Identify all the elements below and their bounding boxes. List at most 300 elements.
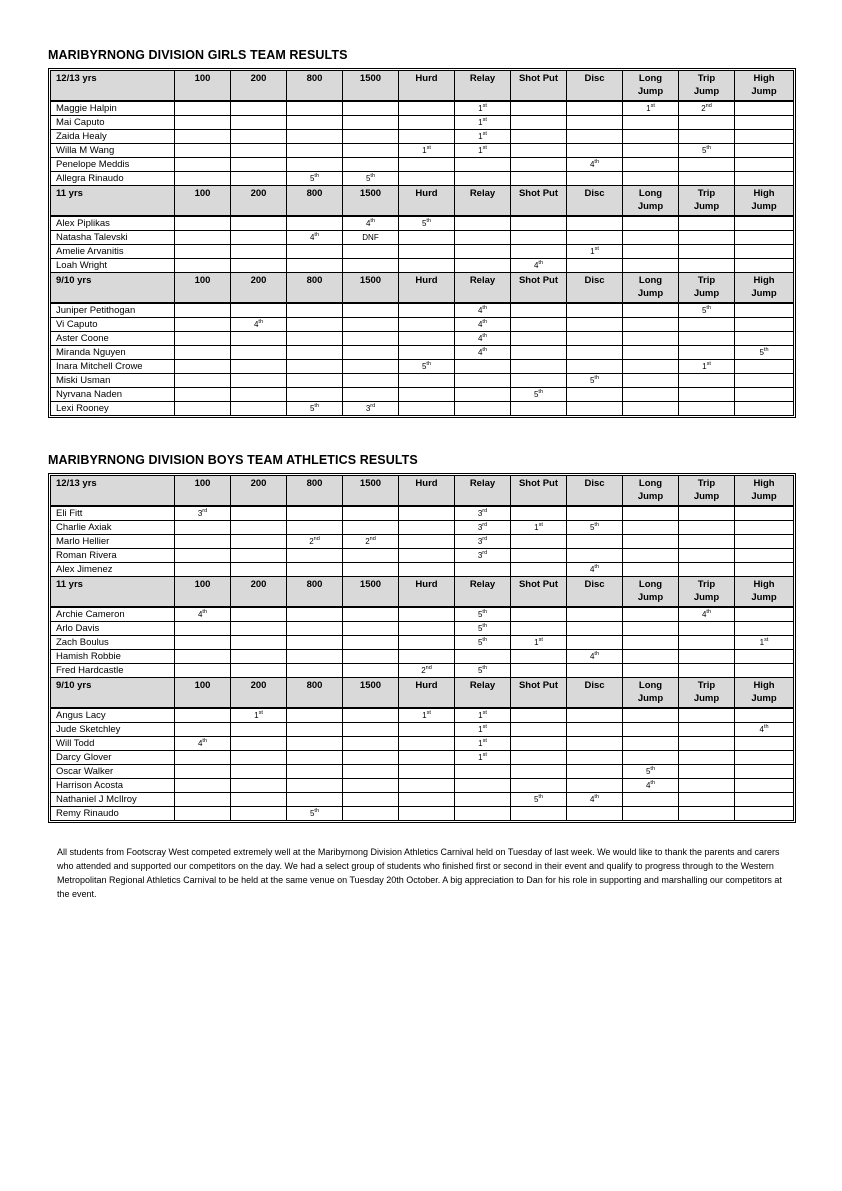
result-cell [679,779,735,793]
result-cell [343,636,399,650]
result-cell [567,346,623,360]
result-cell: 2nd [287,535,343,549]
event-header: 100 [175,678,231,709]
table-row [51,130,793,144]
result-cell [175,318,231,332]
event-header: Shot Put [511,678,567,709]
result-cell [567,116,623,130]
student-name: Nathaniel J McIlroy [51,793,175,807]
student-name: Juniper Petithogan [51,304,175,318]
event-header: 1500 [343,678,399,709]
result-cell [679,346,735,360]
result-cell [399,158,455,172]
table-row [51,723,793,737]
result-cell [399,521,455,535]
table-row [51,737,793,751]
result-cell [511,346,567,360]
result-cell: 1st [455,723,511,737]
age-group-header [51,577,793,608]
result-cell [567,360,623,374]
result-cell [567,402,623,415]
student-name: Natasha Talevski [51,231,175,245]
result-cell [287,318,343,332]
result-cell: 4th [567,158,623,172]
result-cell [735,751,793,765]
table-row [51,793,793,807]
result-cell [679,535,735,549]
student-name: Remy Rinaudo [51,807,175,820]
event-header: 800 [287,577,343,608]
event-header: 100 [175,476,231,507]
result-cell [287,549,343,563]
result-cell [231,507,287,521]
result-cell [231,402,287,415]
result-cell [287,158,343,172]
result-cell [343,650,399,664]
result-cell [623,709,679,723]
result-cell [679,259,735,273]
result-cell: 4th [455,346,511,360]
result-cell [679,807,735,820]
result-cell [679,158,735,172]
result-cell [175,116,231,130]
age-group-header [51,71,793,102]
result-cell [231,231,287,245]
result-cell [623,172,679,186]
result-cell [511,709,567,723]
result-cell [735,549,793,563]
age-group-header [51,476,793,507]
result-cell [231,793,287,807]
result-cell [455,650,511,664]
result-cell [567,318,623,332]
student-name: Penelope Meddis [51,158,175,172]
result-cell [175,521,231,535]
result-cell [175,217,231,231]
event-header: 1500 [343,577,399,608]
student-name: Angus Lacy [51,709,175,723]
event-header: Trip Jump [679,273,735,304]
event-header: Relay [455,71,511,102]
result-cell [399,737,455,751]
result-cell [343,158,399,172]
result-cell: 4th [175,737,231,751]
result-cell [231,130,287,144]
result-cell [455,765,511,779]
result-cell [623,360,679,374]
result-cell [399,779,455,793]
result-cell [623,507,679,521]
result-cell [623,636,679,650]
result-cell [511,622,567,636]
result-cell: 5th [455,608,511,622]
event-header: High Jump [735,186,793,217]
age-group-header [51,678,793,709]
result-cell [455,217,511,231]
event-header: 200 [231,186,287,217]
result-cell [511,507,567,521]
result-cell: 1st [455,144,511,158]
result-cell [287,507,343,521]
event-header: Trip Jump [679,186,735,217]
result-cell [175,622,231,636]
result-cell [231,549,287,563]
result-cell: 1st [399,709,455,723]
result-cell [735,130,793,144]
result-cell [511,217,567,231]
age-group-label: 9/10 yrs [51,678,175,709]
result-cell [623,318,679,332]
result-cell [231,172,287,186]
result-cell [735,507,793,521]
result-cell [511,231,567,245]
result-cell [231,521,287,535]
result-cell [399,507,455,521]
boys-results-table [48,473,796,823]
event-header: 100 [175,577,231,608]
result-cell [343,779,399,793]
result-cell: 4th [175,608,231,622]
result-cell [343,388,399,402]
result-cell [399,388,455,402]
result-cell [735,360,793,374]
table-row [51,374,793,388]
result-cell [623,217,679,231]
student-name: Mai Caputo [51,116,175,130]
student-name: Allegra Rinaudo [51,172,175,186]
student-name: Will Todd [51,737,175,751]
result-cell [623,807,679,820]
result-cell [623,535,679,549]
student-name: Lexi Rooney [51,402,175,415]
event-header: Disc [567,678,623,709]
result-cell [567,765,623,779]
event-header: 200 [231,476,287,507]
result-cell [679,723,735,737]
result-cell [679,650,735,664]
result-cell: 5th [399,217,455,231]
result-cell [623,650,679,664]
result-cell [735,158,793,172]
result-cell: 4th [455,332,511,346]
result-cell: 3rd [455,507,511,521]
result-cell [175,144,231,158]
result-cell [623,563,679,577]
result-cell: 1st [679,360,735,374]
table-row [51,507,793,521]
result-cell [567,636,623,650]
result-cell [175,535,231,549]
event-header: High Jump [735,577,793,608]
result-cell [511,360,567,374]
result-cell [511,549,567,563]
result-cell: 5th [287,807,343,820]
result-cell [175,709,231,723]
result-cell [735,650,793,664]
result-cell [343,664,399,678]
result-cell: 5th [567,374,623,388]
result-cell [231,158,287,172]
result-cell [735,116,793,130]
event-header: Long Jump [623,186,679,217]
result-cell [399,793,455,807]
result-cell [175,102,231,116]
result-cell [343,622,399,636]
table-row [51,332,793,346]
result-cell: 4th [623,779,679,793]
event-header: Disc [567,476,623,507]
event-header: Disc [567,273,623,304]
result-cell [231,650,287,664]
result-cell [623,374,679,388]
result-cell: 2nd [399,664,455,678]
result-cell [567,332,623,346]
event-header: Long Jump [623,273,679,304]
result-cell [175,549,231,563]
result-cell [679,318,735,332]
result-cell [231,563,287,577]
result-cell: 1st [455,709,511,723]
girls-results-table [48,68,796,418]
student-name: Oscar Walker [51,765,175,779]
result-cell [175,346,231,360]
event-header: Long Jump [623,476,679,507]
event-header: Long Jump [623,678,679,709]
result-cell [175,751,231,765]
result-cell [679,172,735,186]
result-cell: 2nd [679,102,735,116]
result-cell [735,622,793,636]
result-cell [287,388,343,402]
result-cell [287,563,343,577]
result-cell [511,737,567,751]
table-row [51,622,793,636]
result-cell [399,535,455,549]
result-cell: 5th [287,172,343,186]
result-cell: 4th [567,793,623,807]
result-cell [231,737,287,751]
student-name: Alex Piplikas [51,217,175,231]
student-name: Alex Jimenez [51,563,175,577]
result-cell [287,793,343,807]
result-cell: 1st [623,102,679,116]
result-cell [735,709,793,723]
event-header: 1500 [343,476,399,507]
result-cell [679,622,735,636]
result-cell [343,116,399,130]
result-cell [175,304,231,318]
result-cell: 1st [455,102,511,116]
result-cell: 5th [623,765,679,779]
result-cell [399,765,455,779]
student-name: Willa M Wang [51,144,175,158]
result-cell [175,723,231,737]
result-cell [287,259,343,273]
event-header: 200 [231,577,287,608]
result-cell [511,172,567,186]
result-cell [399,563,455,577]
event-header: Long Jump [623,577,679,608]
result-cell [175,388,231,402]
boys-results-title: MARIBYRNONG DIVISION BOYS TEAM ATHLETICS RESULTS [48,453,418,467]
event-header: Trip Jump [679,577,735,608]
result-cell [399,622,455,636]
age-group-label: 11 yrs [51,186,175,217]
result-cell [511,751,567,765]
result-cell: 1st [455,751,511,765]
result-cell [567,751,623,765]
table-row [51,563,793,577]
result-cell [343,259,399,273]
age-group-label: 9/10 yrs [51,273,175,304]
result-cell [175,563,231,577]
student-name: Vi Caputo [51,318,175,332]
result-cell: 5th [735,346,793,360]
result-cell [399,304,455,318]
result-cell [679,751,735,765]
result-cell [511,318,567,332]
result-cell [399,636,455,650]
result-cell [735,521,793,535]
student-name: Miranda Nguyen [51,346,175,360]
result-cell: 2nd [343,535,399,549]
table-row [51,102,793,116]
result-cell [511,402,567,415]
result-cell [399,172,455,186]
event-header: 100 [175,273,231,304]
event-header: 100 [175,186,231,217]
result-cell [455,259,511,273]
result-cell [623,723,679,737]
result-cell [287,779,343,793]
result-cell [343,723,399,737]
result-cell [399,374,455,388]
student-name: Zach Boulus [51,636,175,650]
result-cell: 4th [231,318,287,332]
result-cell [399,332,455,346]
result-cell [735,765,793,779]
student-name: Marlo Hellier [51,535,175,549]
result-cell: 5th [287,402,343,415]
result-cell [287,751,343,765]
result-cell: 4th [567,563,623,577]
summary-paragraph: All students from Footscray West competed extremely well at the Maribyrnong Division Athletics Carnival held on Tuesday of last week. We would like to thank the parents and carers who attended and supported our competitors on the day. We had a select group of students who finished first or second in their event and qualify to progress through to the Western Metropolitan Regional Athletics Carnival to be held at the same venue on Tuesday 20th October. A big appreciation to Dan for his role in supporting and marshalling our competitors at the event. [57,847,782,899]
result-cell [399,807,455,820]
result-cell [399,751,455,765]
result-cell [511,332,567,346]
event-header: Relay [455,273,511,304]
result-cell [343,304,399,318]
table-row [51,751,793,765]
result-cell [175,636,231,650]
table-row [51,608,793,622]
result-cell [623,793,679,807]
event-header: 800 [287,678,343,709]
result-cell: 3rd [455,521,511,535]
result-cell [231,535,287,549]
result-cell [287,360,343,374]
result-cell [175,332,231,346]
result-cell [455,172,511,186]
result-cell [623,332,679,346]
result-cell [511,116,567,130]
boys-results-section [48,453,796,823]
result-cell [567,664,623,678]
result-cell: 5th [343,172,399,186]
result-cell: 3rd [343,402,399,415]
result-cell [511,102,567,116]
result-cell: 3rd [455,549,511,563]
event-header: 1500 [343,186,399,217]
result-cell [399,245,455,259]
result-cell [623,521,679,535]
result-cell [399,130,455,144]
girls-results-title: MARIBYRNONG DIVISION GIRLS TEAM RESULTS [48,48,348,62]
table-row [51,779,793,793]
result-cell [567,507,623,521]
result-cell: DNF [343,231,399,245]
student-name: Arlo Davis [51,622,175,636]
result-cell [455,374,511,388]
result-cell: 5th [455,636,511,650]
result-cell [287,144,343,158]
result-cell [511,723,567,737]
result-cell: 3rd [175,507,231,521]
event-header: Hurd [399,186,455,217]
result-cell [679,388,735,402]
result-cell [679,793,735,807]
result-cell [287,116,343,130]
student-name: Zaida Healy [51,130,175,144]
result-cell: 4th [455,304,511,318]
result-cell [287,304,343,318]
result-cell [735,388,793,402]
event-header: 1500 [343,273,399,304]
result-cell [231,116,287,130]
age-group-header [51,186,793,217]
result-cell [511,144,567,158]
result-cell [735,563,793,577]
event-header: 1500 [343,71,399,102]
result-cell: 4th [735,723,793,737]
result-cell [175,779,231,793]
result-cell [231,765,287,779]
event-header: Disc [567,186,623,217]
event-header: 200 [231,678,287,709]
result-cell [511,664,567,678]
result-cell [175,765,231,779]
event-header: Hurd [399,476,455,507]
student-name: Jude Sketchley [51,723,175,737]
student-name: Loah Wright [51,259,175,273]
result-cell: 5th [567,521,623,535]
result-cell [343,563,399,577]
event-header: 200 [231,71,287,102]
result-cell [287,737,343,751]
result-cell [567,388,623,402]
table-row [51,231,793,245]
result-cell [735,217,793,231]
result-cell [623,346,679,360]
result-cell [735,332,793,346]
table-row [51,304,793,318]
result-cell: 1st [455,737,511,751]
table-row [51,535,793,549]
event-header: Hurd [399,71,455,102]
event-header: Trip Jump [679,71,735,102]
result-cell [735,535,793,549]
result-cell [735,144,793,158]
